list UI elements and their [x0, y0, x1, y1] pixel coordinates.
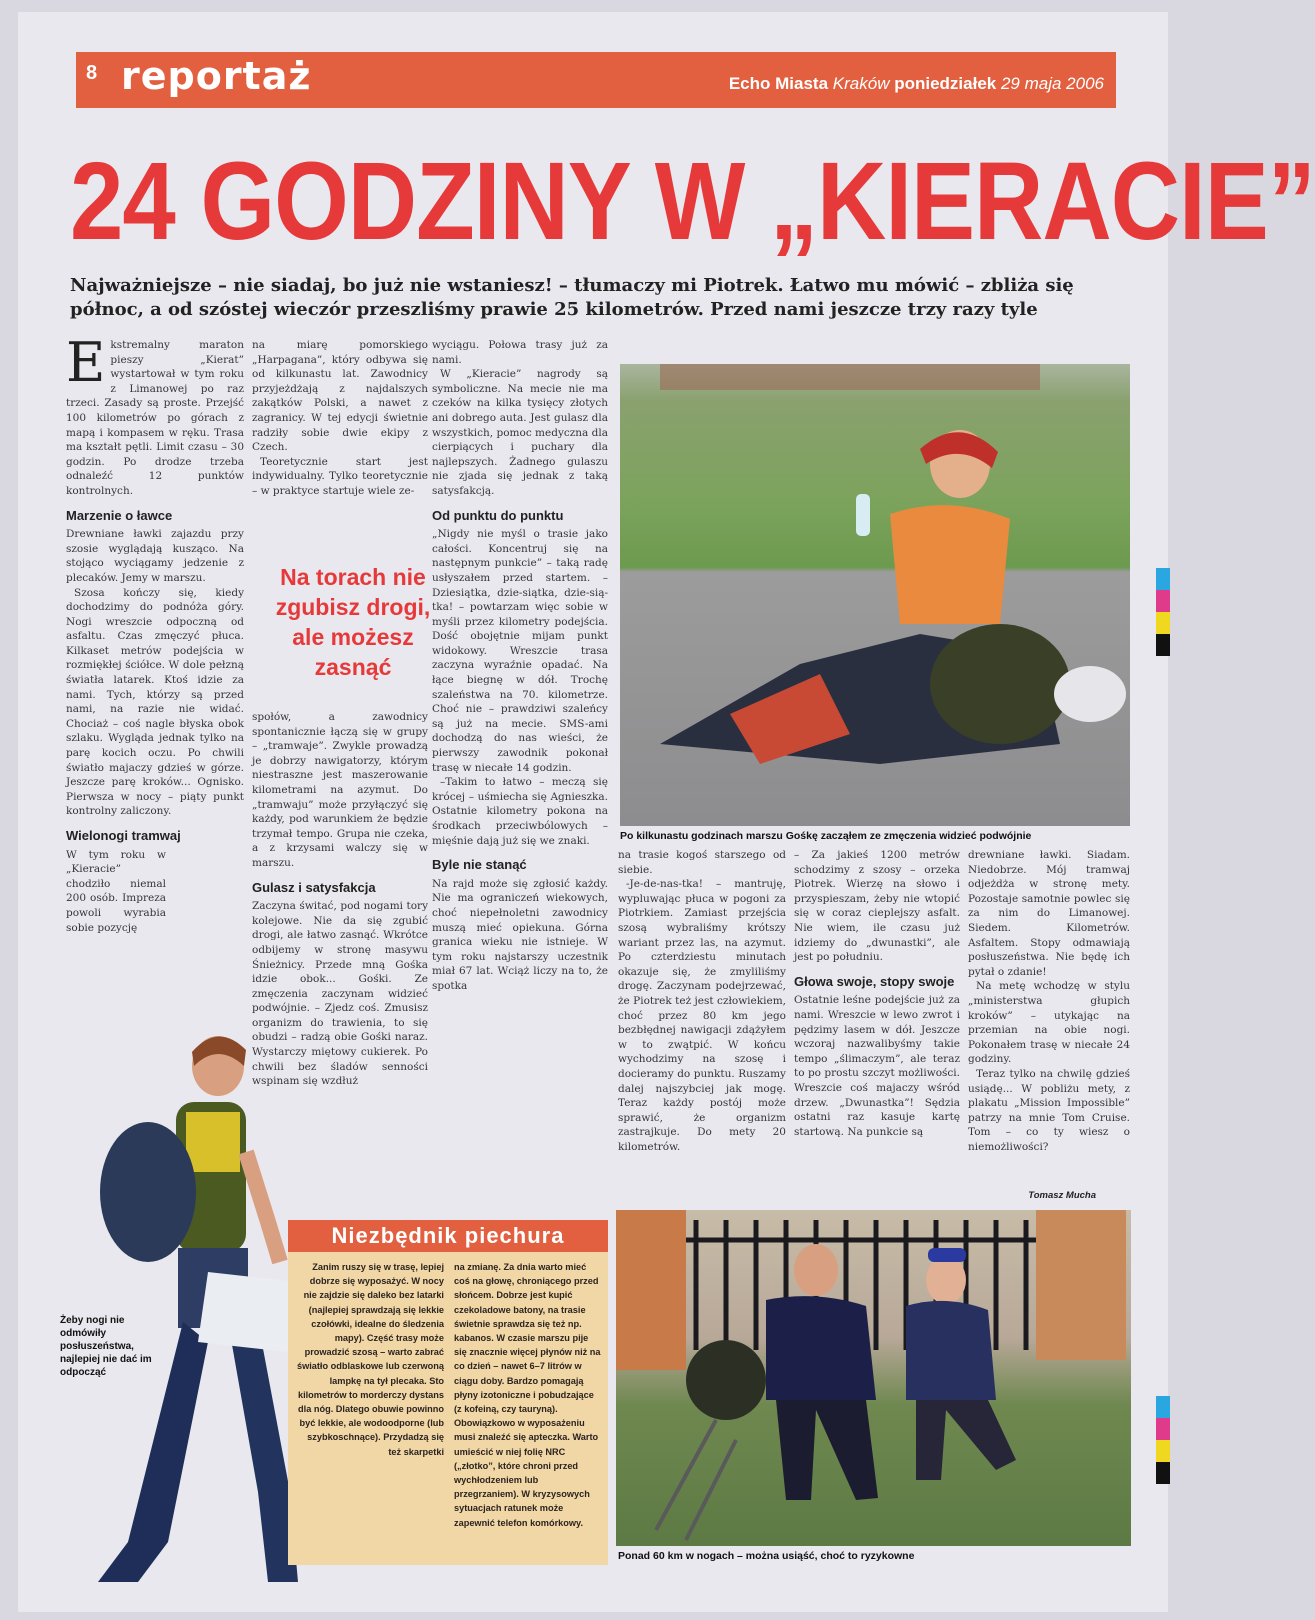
runner-figure [58, 1022, 318, 1602]
article-paragraph: –Takim to łatwo – meczą się krócej – uśmiecha się Agnieszka. Ostatnie kilometry pokona na środkach przeciwbólowych – mięśnie dają już się we znaki. [432, 776, 608, 847]
subheading: Byle nie stanąć [432, 857, 527, 873]
byline: Tomasz Mucha [1028, 1190, 1096, 1201]
photo-resting-hikers [616, 1210, 1131, 1546]
article-paragraph: – Za jakieś 1200 metrów schodzimy z szosy – orzeka Piotrek. Wierzę na słowo i przyspieszam, żeby nie wtopić się w coraz cieplejszy asfalt. Nie wiem, ile czasu już idziemy do „dwunastki”, ale jest po południu. [794, 849, 960, 964]
headline: 24 GODZINY W „KIERACIE” [70, 140, 1315, 264]
paper-day: poniedziałek [894, 74, 997, 93]
sidebar-column-1 [294, 1260, 444, 1459]
color-mark-yellow [1156, 612, 1170, 634]
article-paragraph: Zaczyna świtać, pod nogami tory kolejowe. Nie da się zgubić drogi, ale łatwo zasnąć. Wkrótce odbijemy w stronę masywu Śnieżnicy. Przede mną Gośka idzie obok... Gośki. Ze zmęczenia zaczynam widzieć podwójnie. – Zjedz coś. Zmusisz organizm do trawienia, to się obudzi – radzą obie Gośki naraz. Wystarczy miętowy cukierek. Po chwili bez śladów senności wspinam się wzdłuż [252, 900, 428, 1088]
section-title: reportaż [121, 54, 312, 98]
article-paragraph: na trasie kogoś starszego od siebie. [618, 849, 786, 876]
paper-date: 29 maja 2006 [1000, 74, 1104, 93]
page-number: 8 [86, 62, 98, 84]
article-column-5 [794, 848, 960, 1139]
color-mark-cyan-lower [1156, 1396, 1170, 1418]
sidebar-text: Zanim ruszy się w trasę, lepiej dobrze się wyposażyć. W nocy nie zajdzie się daleko bez latarki (najlepiej sprawdzają się lekkie czołówki, idealne do śledzenia mapy). Część trasy może prowadzić szosą – warto zabrać światło odblaskowe lub czerwoną lampkę na tył plecaka. Sto kilometrów to morderczy dystans dla nóg. Dlatego obuwie powinno być lekkie, ale wodoodporne (lub szybkoschnące). Przydadzą się też skarpetki [296, 1262, 444, 1457]
subheading: Od punktu do punktu [432, 507, 564, 523]
article-paragraph: Ekstremalny maraton pieszy „Kierat” wystartował w tym roku z Limanowej po raz trzeci. Zasady są proste. Przejść 100 kilometrów po górach z mapą i kompasem w ręku. Trasa ma kształt pętli. Limit czasu – 30 godzin. Po drodze trzeba odnaleźć 12 punktów kontrolnych. [66, 331, 244, 497]
article-paragraph: Ostatnie leśne podejście już za nami. Wreszcie w lewo zwrot i pędzimy lasem w dół. Jeszcze wczoraj nazwalibyśmy takie tempo „ślimaczym”, ale teraz to po prostu szczyt możliwości. Wreszcie coś majaczy wśród drzew. „Dwunastka”! Sędzia ostatni raz kasuje kartę startową. Na punkcie są [794, 994, 960, 1138]
article-paragraph: społów, a zawodnicy spontanicznie łączą się w grupy – „tramwaje”. Zwykle prowadzą je dobrzy nawigatorzy, którym niestraszne jest maszerowanie kilometrami na azymut. Do „tramwaju” może przyłączyć się każdy, pod warunkiem że będzie trzymał tempo. Grupa nie czeka, a z krzysami walczy się w marszu. [252, 711, 428, 869]
sidebar-column-2 [454, 1260, 602, 1530]
article-paragraph: W „Kieracie” nagrody są symboliczne. Na mecie nie ma czeków na kilka tysięcy złotych ani dobrego auta. Jest gulasz dla wszystkich, pomoc medyczna dla cierpiących i puchary dla najlepszych. Żadnego gulaszu nie zjada się jednak z taką satysfakcją. [432, 368, 608, 497]
subheading: Wielonogi tramwaj [66, 828, 181, 843]
color-mark-magenta [1156, 590, 1170, 612]
dropcap: E [66, 331, 106, 394]
photo-caption-2: Ponad 60 km w nogach – można usiąść, choć to ryzykowne [618, 1550, 915, 1562]
sidebar-title: Niezbędnik piechura [288, 1220, 608, 1252]
runner-caption: Żeby nogi nie odmówiły posłuszeństwa, najlepiej nie dać im odpocząć [60, 1315, 152, 1378]
subheading: Marzenie o ławce [66, 507, 173, 523]
color-mark-magenta-lower [1156, 1418, 1170, 1440]
photo-resting-illustration [616, 1210, 1131, 1546]
lead-paragraph: Najważniejsze – nie siadaj, bo już nie wstaniesz! – tłumaczy mi Piotrek. Łatwo mu mówić – zbliża się północ, a od szóstej wieczór przeszliśmy prawie 25 kilometrów. Przed nami jeszcze trzy razy tyle [70, 275, 1074, 320]
sidebar-box [288, 1220, 608, 1565]
paper-name: Echo Miasta [728, 74, 829, 93]
article-column-6 [968, 848, 1130, 1154]
subheading: Głowa swoje, stopy swoje [794, 973, 955, 989]
pull-quote: Na torach nie zgubisz drogi, ale możesz zasnąć [275, 564, 431, 680]
article-paragraph: W tym roku w „Kieracie” chodziło niemal 200 osób. Impreza powoli wyrabia sobie pozycję [66, 848, 166, 934]
paper-info [729, 74, 1104, 94]
article-paragraph: na miarę pomorskiego „Harpagana”, który odbywa się od kilkunastu lat. Zawodnicy przyjeżdżają z najdalszych zakątków Polski, a nawet z zagranicy. W tej edycji świetnie radziły sobie dwie ekipy z Czech. [252, 339, 428, 454]
sidebar-text: na zmianę. Za dnia warto mieć coś na głowę, chroniącego przed słońcem. Dobrze jest kupić czekoladowe batony, na trasie świetnie sprawdza się też np. kabanos. W czasie marszu pije się znacznie więcej płynów niż na co dzień – nawet 6–7 litrów w ciągu doby. Bardzo pomagają płyny izotoniczne i pobudzające (z kofeiną, czy tauryną). Obowiązkowo w wyposażeniu musi znaleźć się apteczka. Warto umieścić w niej folię NRC („złotko”, które chroni przed wychłodzeniem lub przegrzaniem). W kryzysowych sytuacjach ratunek może zapewnić telefon komórkowy. [454, 1262, 601, 1528]
article-paragraph: drewniane ławki. Siadam. Niedobrze. Mój tramwaj odjeżdża w stronę mety. Pozostaje samotnie powlec się za nim do Limanowej. Siedem. Kilometrów. Asfaltem. Stopy odmawiają posłuszeństwa. Nie będę ich pytał o zdanie! [968, 849, 1130, 978]
color-mark-black [1156, 634, 1170, 656]
article-paragraph: Szosa kończy się, kiedy dochodzimy do podnóża góry. Nogi wreszcie odpoczną od asfaltu. Czas zmęczyć płuca. Kilkaset metrów podejścia w rozmiękłej ściółce. W dole pełzną światła latarek. Ktoś idzie za nami. Tych, którzy są przed nami, na razie nie widać. Chociaż – coś nagle błyska obok szlaku. Wygląda jednak tylko na parę kocich oczu. Po chwili światło majaczy gdzieś w górze. Jeszcze parę kroków... Ognisko. Pierwsza w nocy – piąty punkt kontrolny zaliczony. [66, 586, 244, 818]
article-column-1 [66, 331, 244, 935]
photo-hiker-illustration [620, 364, 1130, 826]
article-paragraph: Drewniane ławki zajazdu przy szosie wyglądają kusząco. Na stojąco wyciągamy jedzenie z plecaków. Jemy w marszu. [66, 528, 244, 584]
article-column-2 [252, 338, 428, 499]
photo-caption-1: Po kilkunastu godzinach marszu Gośkę zacząłem ze zmęczenia widzieć podwójnie [620, 830, 1032, 842]
article-column-3 [432, 338, 608, 994]
photo-hiker-on-road [620, 364, 1130, 826]
article-paragraph: Na rajd może się zgłosić każdy. Nie ma ograniczeń wiekowych, choć niepełnoletni zawodnicy muszą mieć opiekuna. Górna granica wieku nie istnieje. W tym roku najstarszy uczestnik miał 67 lat. Wciąż liczy na to, że spotka [432, 877, 608, 992]
color-mark-cyan [1156, 568, 1170, 590]
article-column-4 [618, 848, 786, 1154]
article-paragraph: Na metę wchodzę w stylu „ministerstwa głupich kroków” – utykając na przemian na obie nogi. Pokonałem trasę w niecałe 24 godziny. [968, 980, 1130, 1066]
article-column-2-continued [252, 710, 428, 1089]
subheading: Gulasz i satysfakcja [252, 879, 376, 895]
article-paragraph: Teoretycznie start jest indywidualny. Tylko teoretycznie – w praktyce startuje wiele ze- [252, 455, 428, 497]
article-paragraph: -Je-de-nas-tka! – mantruję, wypluwając płuca w pogoni za Piotrkiem. Zamiast przejścia szosą wybraliśmy krótszy wariant przez las, na azymut. Po czterdziestu minutach okazuje się, że zmyliliśmy drogę. Zaczynam podejrzewać, że Piotrek też jest człowiekiem, choć przez 80 km jego bezbłędnej nawigacji zdążyłem w to zwątpić. W końcu wychodzimy na szosę i docieramy do punktu. Ruszamy dalej najszybciej jak mogę. Teraz każdy postój może sprawić, że organizm zastrajkuje. Do mety 20 kilometrów. [618, 878, 786, 1153]
color-mark-black-lower [1156, 1462, 1170, 1484]
paper-city: Kraków [832, 74, 890, 93]
article-paragraph: „Nigdy nie myśl o trasie jako całości. Koncentruj się na następnym punkcie” – taką radę usłyszałem przed startem. – Dziesiątka, dzie-siątka, dzie-sią-tka! – powtarzam więc sobie w myśli przez kilometry podejścia. Dość obojętnie mijam punkt widokowy. Wreszcie trasa zaczyna wyraźnie opadać. Na łące biegnę w dół. Trochę szaleństwa na 70. kilometrze. Choć nie – prawdziwi szaleńcy są już na mecie. SMS-ami dochodzą do nas wieści, że pierwszy zawodnik pokonał trasę w niecałe 14 godzin. [432, 528, 608, 774]
article-paragraph: wyciągu. Połowa trasy już za nami. [432, 339, 608, 366]
color-mark-yellow-lower [1156, 1440, 1170, 1462]
newspaper-page [18, 12, 1315, 1612]
article-paragraph: Teraz tylko na chwilę gdzieś usiądę... W pobliżu mety, z plakatu „Mission Impossible” patrzy na mnie Tom Cruise. Tom – co ty wiesz o niemożliwości? [968, 1067, 1130, 1153]
masthead-bar [76, 52, 1116, 108]
